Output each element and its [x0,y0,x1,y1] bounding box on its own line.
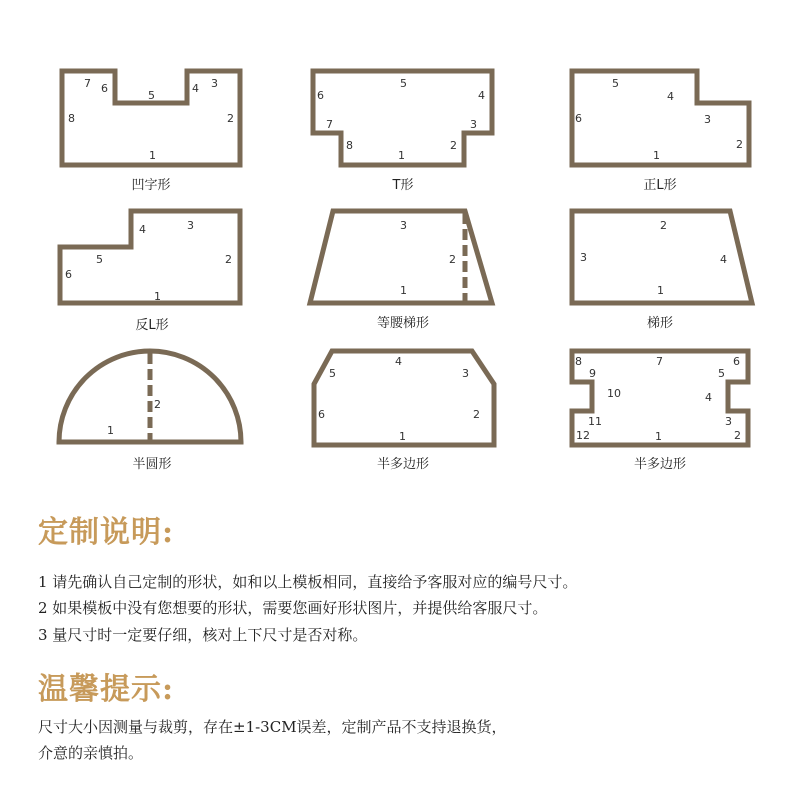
num: 4 [192,82,199,95]
num: 5 [148,89,155,102]
num: 2 [450,139,457,152]
num: 4 [667,90,674,103]
num: 3 [470,118,477,131]
num: 7 [656,355,663,368]
num: 6 [101,82,108,95]
num: 7 [326,118,333,131]
num: 2 [660,219,667,232]
num: 11 [588,415,602,428]
custom-line: 1 请先确认自己定制的形状，如和以上模板相同，直接给予客服对应的编号尺寸。 [38,573,578,591]
num: 5 [329,367,336,380]
shape-l-outline [572,71,749,165]
num: 3 [187,219,194,232]
shape-caption: 半多边形 [376,457,430,472]
num: 10 [607,387,621,400]
num: 1 [657,284,664,297]
num: 2 [225,253,232,266]
num: 1 [399,430,406,443]
num: 8 [346,139,353,152]
shape-caption: 正L形 [643,178,677,193]
num: 6 [318,408,325,421]
shape-caption: 半圆形 [132,457,172,472]
num: 7 [84,77,91,90]
num: 6 [317,89,324,102]
num: 5 [96,253,103,266]
num: 4 [705,391,712,404]
num: 3 [400,219,407,232]
num: 1 [154,290,161,303]
shape-caption: 凹字形 [131,178,171,193]
custom-title: 定制说明: [38,515,175,550]
num: 2 [734,429,741,442]
num: 2 [449,253,456,266]
num: 6 [733,355,740,368]
num: 12 [576,429,590,442]
shape-caption: 梯形 [646,316,674,331]
shape-caption: T形 [392,178,414,193]
num: 3 [211,77,218,90]
num: 5 [718,367,725,380]
num: 9 [589,367,596,380]
num: 3 [725,415,732,428]
shape-reverse-l-outline [60,211,240,303]
num: 4 [478,89,485,102]
num: 1 [107,424,114,437]
num: 5 [612,77,619,90]
num: 1 [398,149,405,162]
num: 2 [154,398,161,411]
num: 8 [575,355,582,368]
num: 4 [395,355,402,368]
num: 4 [139,223,146,236]
num: 1 [149,149,156,162]
num: 8 [68,112,75,125]
num: 5 [400,77,407,90]
num: 2 [473,408,480,421]
num: 6 [65,268,72,281]
num: 4 [720,253,727,266]
custom-line: 2 如果模板中没有您想要的形状，需要您画好形状图片，并提供给客服尺寸。 [38,599,548,617]
num: 6 [575,112,582,125]
tips-line: 介意的亲慎拍。 [38,744,144,762]
custom-line: 3 量尺寸时一定要仔细，核对上下尺寸是否对称。 [38,626,368,644]
tips-line: 尺寸大小因测量与裁剪，存在±1-3CM误差，定制产品不支持退换货， [38,718,507,736]
num: 3 [704,113,711,126]
shape-caption: 半多边形 [633,457,687,472]
num: 3 [580,251,587,264]
num: 1 [653,149,660,162]
tips-title: 温馨提示: [38,672,175,707]
shape-caption: 反L形 [135,318,169,333]
num: 1 [655,430,662,443]
num: 3 [462,367,469,380]
num: 2 [736,138,743,151]
shape-caption: 等腰梯形 [376,316,430,331]
num: 1 [400,284,407,297]
num: 2 [227,112,234,125]
shape-semicircle-outline [59,351,241,442]
